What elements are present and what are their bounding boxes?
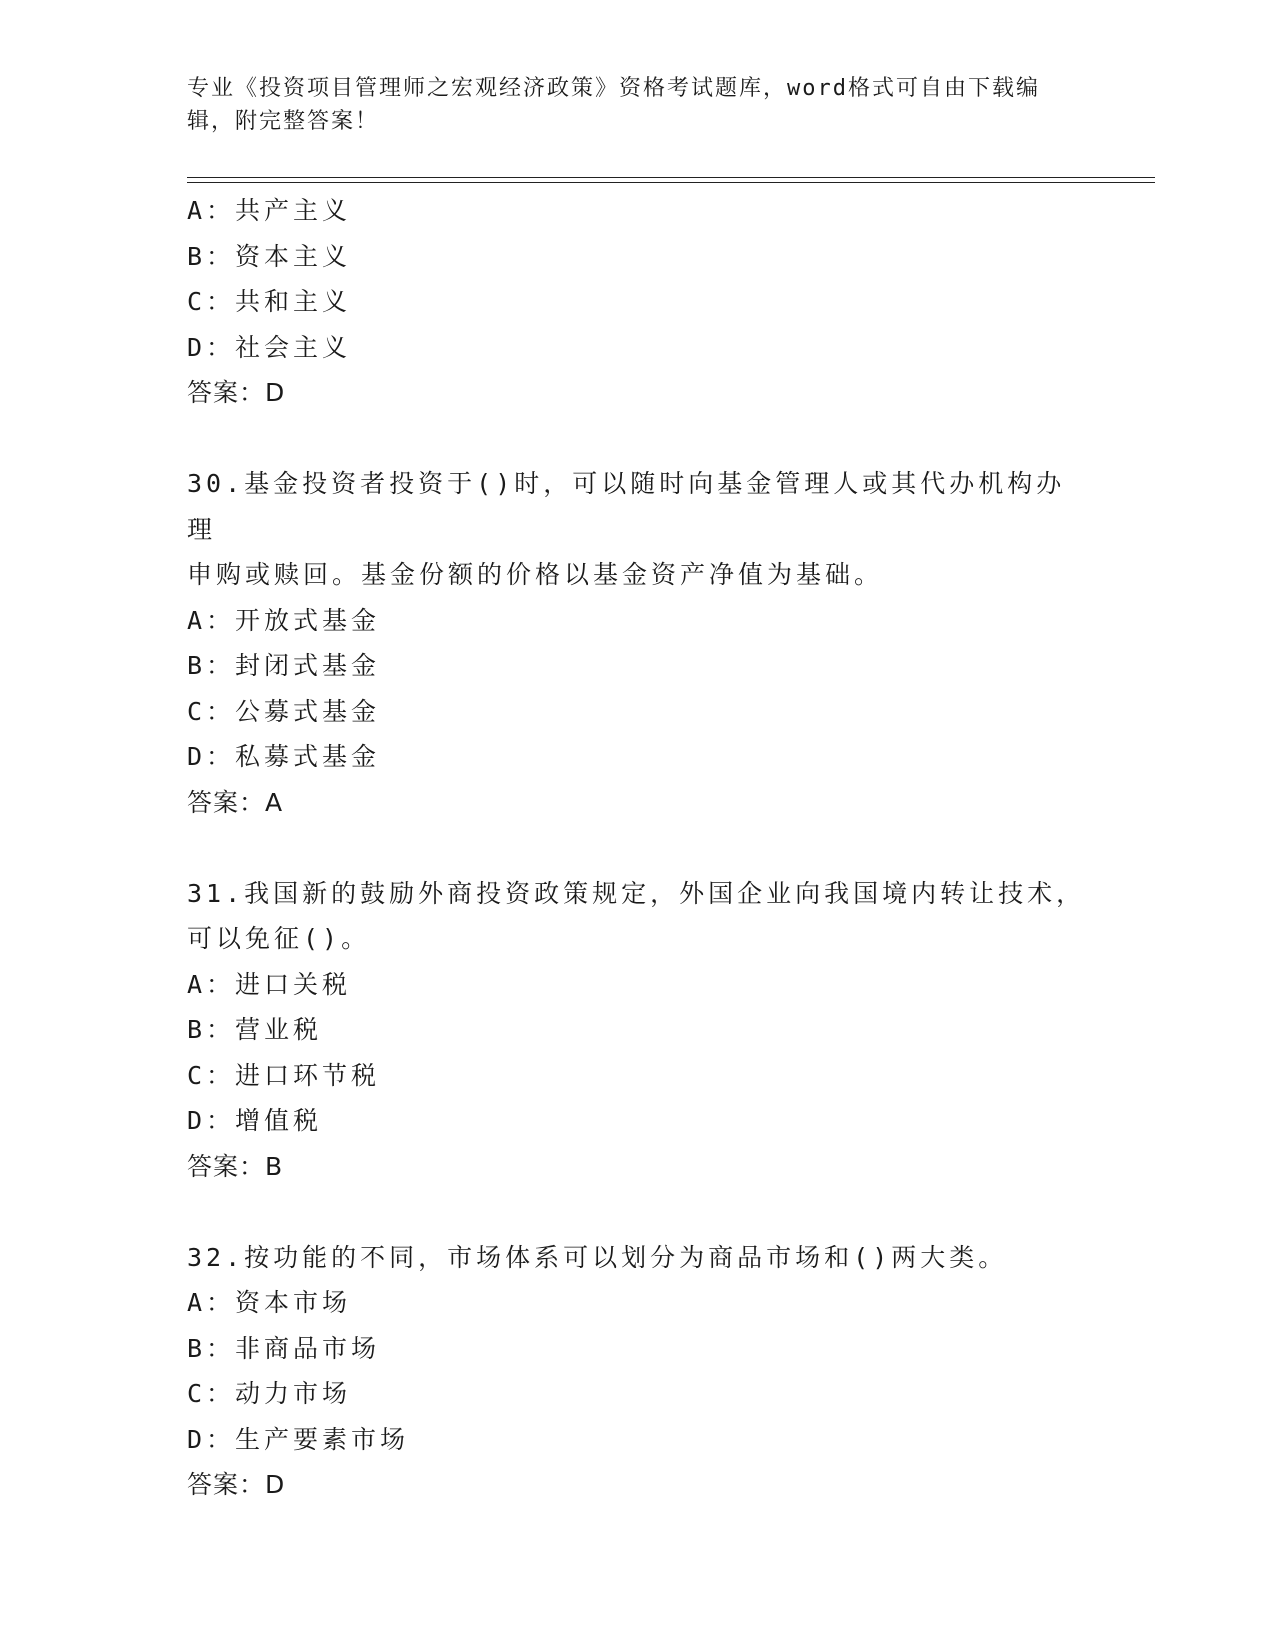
answer-line: 答案：D xyxy=(187,1470,286,1499)
header-rule-top xyxy=(187,177,1155,178)
option-b: B：非商品市场 xyxy=(187,1333,381,1363)
question-31 xyxy=(187,871,1087,1190)
option-c: C：公募式基金 xyxy=(187,696,381,726)
question-text-line: 可以免征()。 xyxy=(187,924,371,953)
option-d: D：增值税 xyxy=(187,1106,323,1135)
question-text-line: 32.按功能的不同，市场体系可以划分为商品市场和()两大类。 xyxy=(187,1242,1008,1272)
option-a: A：共产主义 xyxy=(187,196,352,225)
option-a: A：进口关税 xyxy=(187,969,352,999)
document-header: 专业《投资项目管理师之宏观经济政策》资格考试题库，word格式可自由下载编辑，附完整答案！ xyxy=(187,76,1040,134)
option-b: B：封闭式基金 xyxy=(187,651,381,680)
answer-line: 答案：A xyxy=(187,787,284,817)
option-b: B：资本主义 xyxy=(187,241,352,271)
question-29-continued xyxy=(187,188,1087,416)
option-c: C：进口环节税 xyxy=(187,1060,381,1090)
option-d: D：私募式基金 xyxy=(187,742,381,771)
option-d: D：社会主义 xyxy=(187,332,352,362)
answer-line: 答案：B xyxy=(187,1151,284,1181)
option-b: B：营业税 xyxy=(187,1015,323,1044)
header-rule-bottom xyxy=(187,182,1155,183)
option-c: C：共和主义 xyxy=(187,287,352,316)
option-d: D：生产要素市场 xyxy=(187,1424,410,1454)
question-text-line: 申购或赎回。基金份额的价格以基金资产净值为基础。 xyxy=(187,560,884,589)
question-list xyxy=(187,188,1087,1508)
question-text-line: 31.我国新的鼓励外商投资政策规定，外国企业向我国境内转让技术， xyxy=(187,878,1086,908)
question-30 xyxy=(187,461,1087,825)
option-a: A：资本市场 xyxy=(187,1288,352,1317)
question-32 xyxy=(187,1235,1087,1508)
answer-line: 答案：D xyxy=(187,378,286,407)
option-a: A：开放式基金 xyxy=(187,605,381,635)
question-text-line: 30.基金投资者投资于()时，可以随时向基金管理人或其代办机构办理 xyxy=(187,469,1066,544)
option-c: C：动力市场 xyxy=(187,1379,352,1408)
